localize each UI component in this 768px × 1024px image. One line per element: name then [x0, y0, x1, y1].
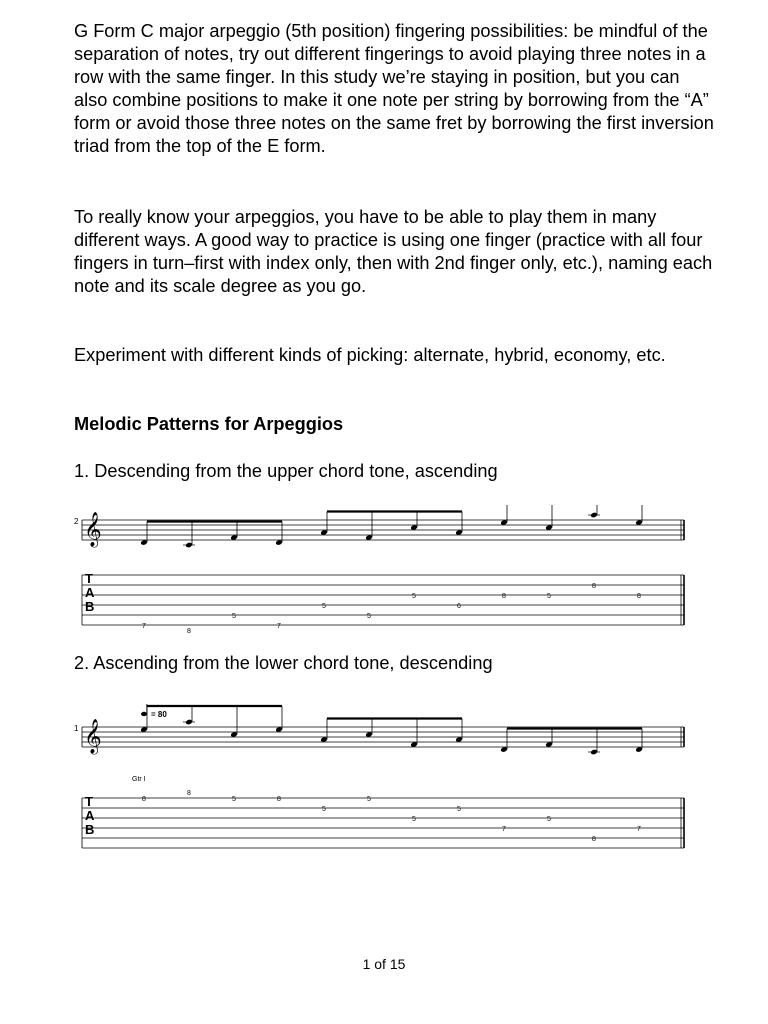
tab-fret-number: 5 [412, 593, 416, 600]
example-2-title: 2. Ascending from the lower chord tone, descending [74, 653, 493, 673]
tab-fret-number: 8 [637, 593, 641, 600]
tab-fret-number: 5 [547, 593, 551, 600]
example-2-svg [74, 700, 694, 860]
example-1-svg [74, 505, 694, 635]
tab-fret-number: 7 [637, 826, 641, 833]
tab-letter: T [85, 794, 93, 809]
tab-fret-number: 8 [592, 583, 596, 590]
tab-fret-number: 8 [502, 593, 506, 600]
tab-fret-number: 8 [187, 628, 191, 635]
tab-fret-number: 5 [367, 796, 371, 803]
tab-fret-number: 5 [232, 796, 236, 803]
tab-letter: A [85, 808, 95, 823]
tab-fret-number: 8 [187, 790, 191, 797]
tab-fret-number: 5 [367, 613, 371, 620]
tab-fret-number: 8 [592, 836, 596, 843]
tab-fret-number: 7 [142, 623, 146, 630]
tab-fret-number: 5 [547, 816, 551, 823]
guitar-label: Gtr I [132, 776, 146, 783]
example-2-notation [74, 700, 694, 860]
example-1-title: 1. Descending from the upper chord tone, ascending [74, 461, 498, 481]
measure-number: 1 [74, 724, 79, 733]
example-1-notation [74, 505, 694, 635]
tab-fret-number: 5 [322, 603, 326, 610]
tab-fret-number: 7 [277, 623, 281, 630]
practice-paragraph: To really know your arpeggios, you have to be able to play them in many different ways. A good way to practice is using one finger (practice with all four fingers in turn–first with index only, then with 2nd finger only, etc.), naming each note and its scale degree as you go. [74, 207, 713, 296]
quarter-note-icon [141, 712, 147, 716]
section-heading: Melodic Patterns for Arpeggios [74, 414, 344, 434]
intro-paragraph: G Form C major arpeggio (5th position) fingering possibilities: be mindful of the separation of notes, try out different fingerings to avoid playing three notes in a row with the same finger. In this study we’re staying in position, but you can also combine positions to make it one note per string by borrowing from the “A” form or avoid those three notes on the same fret by borrowing the first inversion triad from the top of the E form. [74, 21, 714, 156]
treble-clef-icon: 𝄞 [84, 720, 102, 753]
treble-clef-icon: 𝄞 [84, 513, 102, 546]
tempo-marking: = 80 [151, 710, 167, 719]
tab-letter: B [85, 599, 95, 614]
tab-fret-number: 5 [322, 806, 326, 813]
measure-number: 2 [74, 517, 79, 526]
tab-fret-number: 7 [502, 826, 506, 833]
tab-fret-number: 6 [457, 603, 461, 610]
tab-fret-number: 5 [457, 806, 461, 813]
picking-paragraph: Experiment with different kinds of picking: alternate, hybrid, economy, etc. [74, 345, 666, 365]
tab-letter: A [85, 585, 95, 600]
tab-fret-number: 5 [232, 613, 236, 620]
tab-fret-number: 5 [412, 816, 416, 823]
tab-letter: B [85, 822, 95, 837]
tab-letter: T [85, 571, 93, 586]
tab-fret-number: 8 [277, 796, 281, 803]
page-number: 1 of 15 [362, 956, 406, 972]
tab-fret-number: 8 [142, 796, 146, 803]
